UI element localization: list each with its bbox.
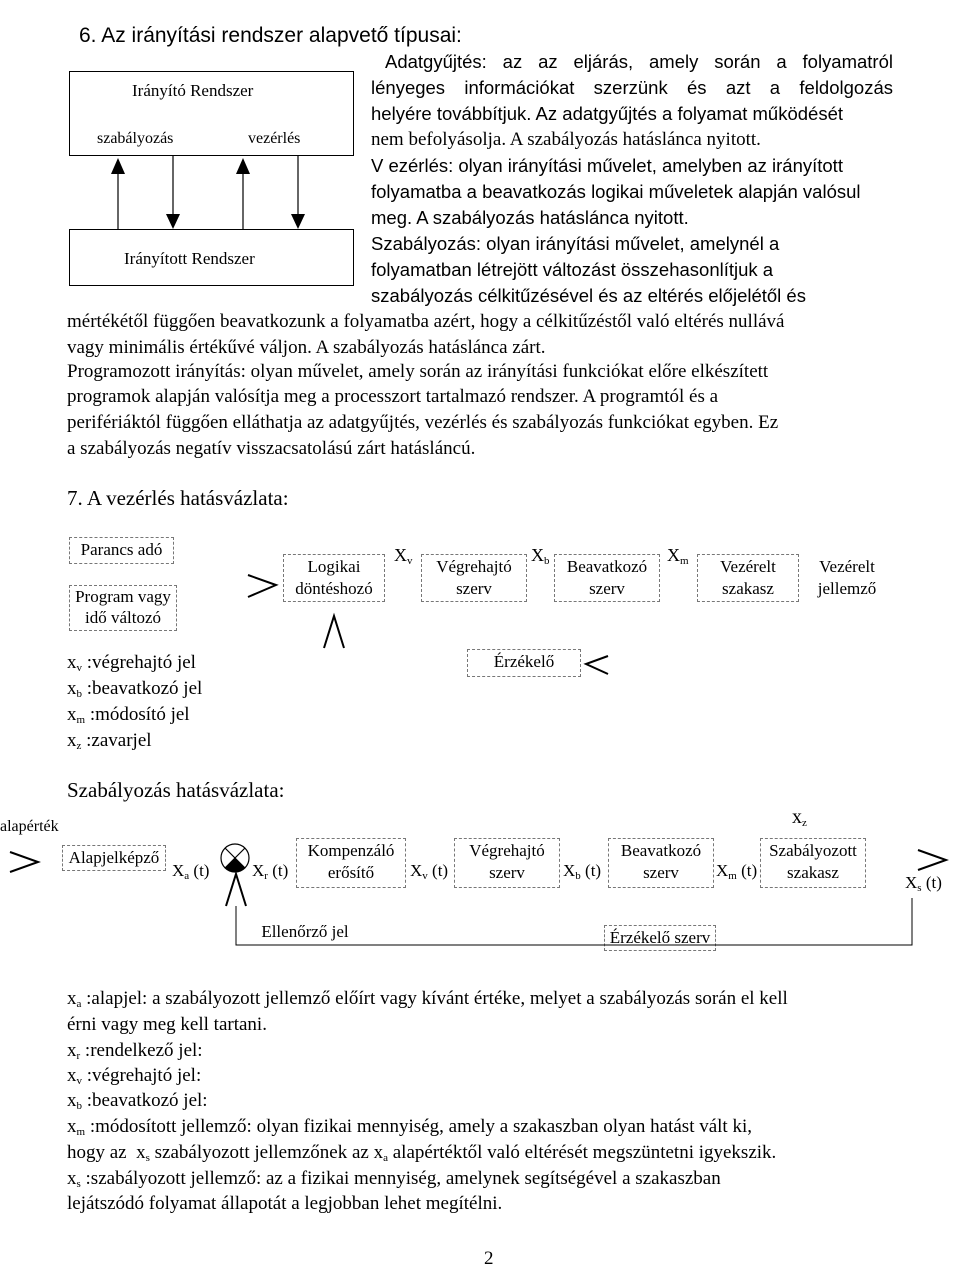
body-line: Programozott irányítás: olyan művelet, amely során az irányítási funkciókat előre elkészített [67,361,769,382]
para-line: folyamatba a beavatkozás logikai műveletek alapján valósul [371,181,861,202]
legend-line: $x_b$ :beavatkozó jel [67,678,203,700]
reg-intervention-label-2: szerv [643,863,679,882]
regulation-diagram-title: Szabályozás hatásvázlata: [67,778,285,802]
program-label-2: idő változó [84,608,161,627]
signal-xr: $X_r$ (t) [252,861,289,882]
setpoint-label: alapérték [0,818,59,835]
controlled-section-label-2: szakasz [722,579,774,598]
plant-label-2: szakasz [787,863,839,882]
para-line: nem befolyásolja. A szabályozás hatáslánca nyitott. [371,129,761,150]
controlled-section-label-1: Vezérelt [720,557,776,576]
definition-line: $x_v$ :végrehajtó jel: [67,1065,202,1087]
section-7-title: 7. A vezérlés hatásvázlata: [67,486,289,510]
body-line: programok alapján valósítja meg a processzort tartalmazó rendszer. A programtól és a [67,386,719,407]
right-arrow-icon [918,850,946,870]
plant-label-1: Szabályozott [769,841,857,860]
disturbance-label: $x_z$ [792,806,807,829]
signal-xm: $X_m$ [667,545,689,567]
definition-line: $x_m$ :módosított jellemző: olyan fizikai mennyiség, amely a szakaszban olyan hatást vált ki, [67,1116,752,1138]
definition-line: $x_b$ :beavatkozó jel: [67,1090,208,1112]
para-line: folyamatban létrejött változást összehasonlítjuk a [371,259,774,280]
signal-xb-t: $X_b$ (t) [563,861,602,882]
definition-line: hogy az $x_s$ szabályozott jellemzőnek az $x_a$ alapértéktől való eltérését megszüntetni igyekszik. [67,1142,777,1164]
legend-line: $x_v$ :végrehajtó jel [67,652,196,674]
right-arrow-icon [10,852,38,872]
body-line: perifériáktól függően elláthatja az adatgyűjtés, vezérlés és szabályozás funkciókat egyben. Ez [67,412,779,433]
reg-actuator-label-1: Végrehajtó [469,841,545,860]
para-line: Adatgyűjtés: az az eljárás, amely során a folyamatról [385,51,893,72]
reg-intervention-label-1: Beavatkozó [620,841,702,860]
feedback-signal-label: Ellenőrző jel [261,922,349,941]
actuator-label-2: szerv [456,579,492,598]
command-source-label: Parancs adó [80,540,163,559]
reg-sensor-label: Érzékelő szerv [609,928,711,947]
logic-label-2: döntéshozó [295,579,373,598]
para-line: lényeges információkat szerzünk és azt a feldolgozás [371,77,893,98]
intervention-label-1: Beavatkozó [566,557,648,576]
para-line: Szabályozás: olyan irányítási művelet, amelynél a [371,233,780,254]
logic-label-1: Logikai [307,557,361,576]
control-label: vezérlés [248,130,301,147]
sensor-label: Érzékelő [493,652,555,671]
program-label-1: Program vagy [75,587,171,606]
para-line: V ezérlés: olyan irányítási művelet, amelyben az irányított [371,155,843,176]
para-line: meg. A szabályozás hatáslánca nyitott. [371,207,689,228]
controlled-variable-label-1: Vezérelt [819,557,875,576]
signal-xv-t: $X_v$ (t) [410,861,449,882]
definition-line: $x_r$ :rendelkező jel: [67,1040,203,1062]
reg-actuator-label-2: szerv [489,863,525,882]
definition-line: $x_a$ :alapjel: a szabályozott jellemző előírt vagy kívánt értéke, melyet a szabályozás során el kell [67,988,788,1010]
signal-xm-t: $X_m$ (t) [716,861,758,882]
regulation-label: szabályozás [97,130,174,147]
controller-system-label: Irányító Rendszer [132,81,254,100]
body-line: vagy minimális értékűvé váljon. A szabályozás hatáslánca zárt. [67,337,546,358]
legend-line: $x_m$ :módosító jel [67,704,190,726]
up-arrow-icon [226,874,246,906]
body-line: a szabályozás negatív visszacsatolású zárt hatásláncú. [67,438,476,459]
signal-xs-t: $X_s$ (t) [905,873,942,894]
page-number: 2 [484,1248,494,1269]
intervention-label-2: szerv [589,579,625,598]
compensator-label-1: Kompenzáló [307,841,395,860]
para-line: helyére továbbítjuk. Az adatgyűjtés a folyamat működését [371,103,844,124]
signal-xv: $X_v$ [394,545,413,567]
body-line: mértékétől függően beavatkozunk a folyamatba azért, hogy a célkitűzéstől való eltérés nullává [67,311,785,332]
signal-xa: $X_a$ (t) [172,861,210,882]
legend-line: $x_z$ :zavarjel [67,730,152,752]
controlled-system-label: Irányított Rendszer [124,249,255,268]
definition-line: érni vagy meg kell tartani. [67,1014,267,1035]
section-6-title: 6. Az irányítási rendszer alapvető típusai: [79,24,462,47]
signal-xb: $X_b$ [531,545,550,567]
controlled-variable-label-2: jellemző [817,579,877,598]
definition-line: lejátszódó folyamat állapotát a legjobban lehet megítélni. [67,1193,503,1214]
para-line: szabályozás célkitűzésével és az eltérés előjelétől és [371,285,806,306]
compensator-label-2: erősítő [327,863,375,882]
reference-generator-label: Alapjelképző [68,848,160,867]
definition-line: $x_s$ :szabályozott jellemző: az a fizikai mennyiség, amelynek segítségével a szakaszban [67,1168,721,1190]
actuator-label-1: Végrehajtó [436,557,512,576]
comparator-icon [221,844,249,872]
